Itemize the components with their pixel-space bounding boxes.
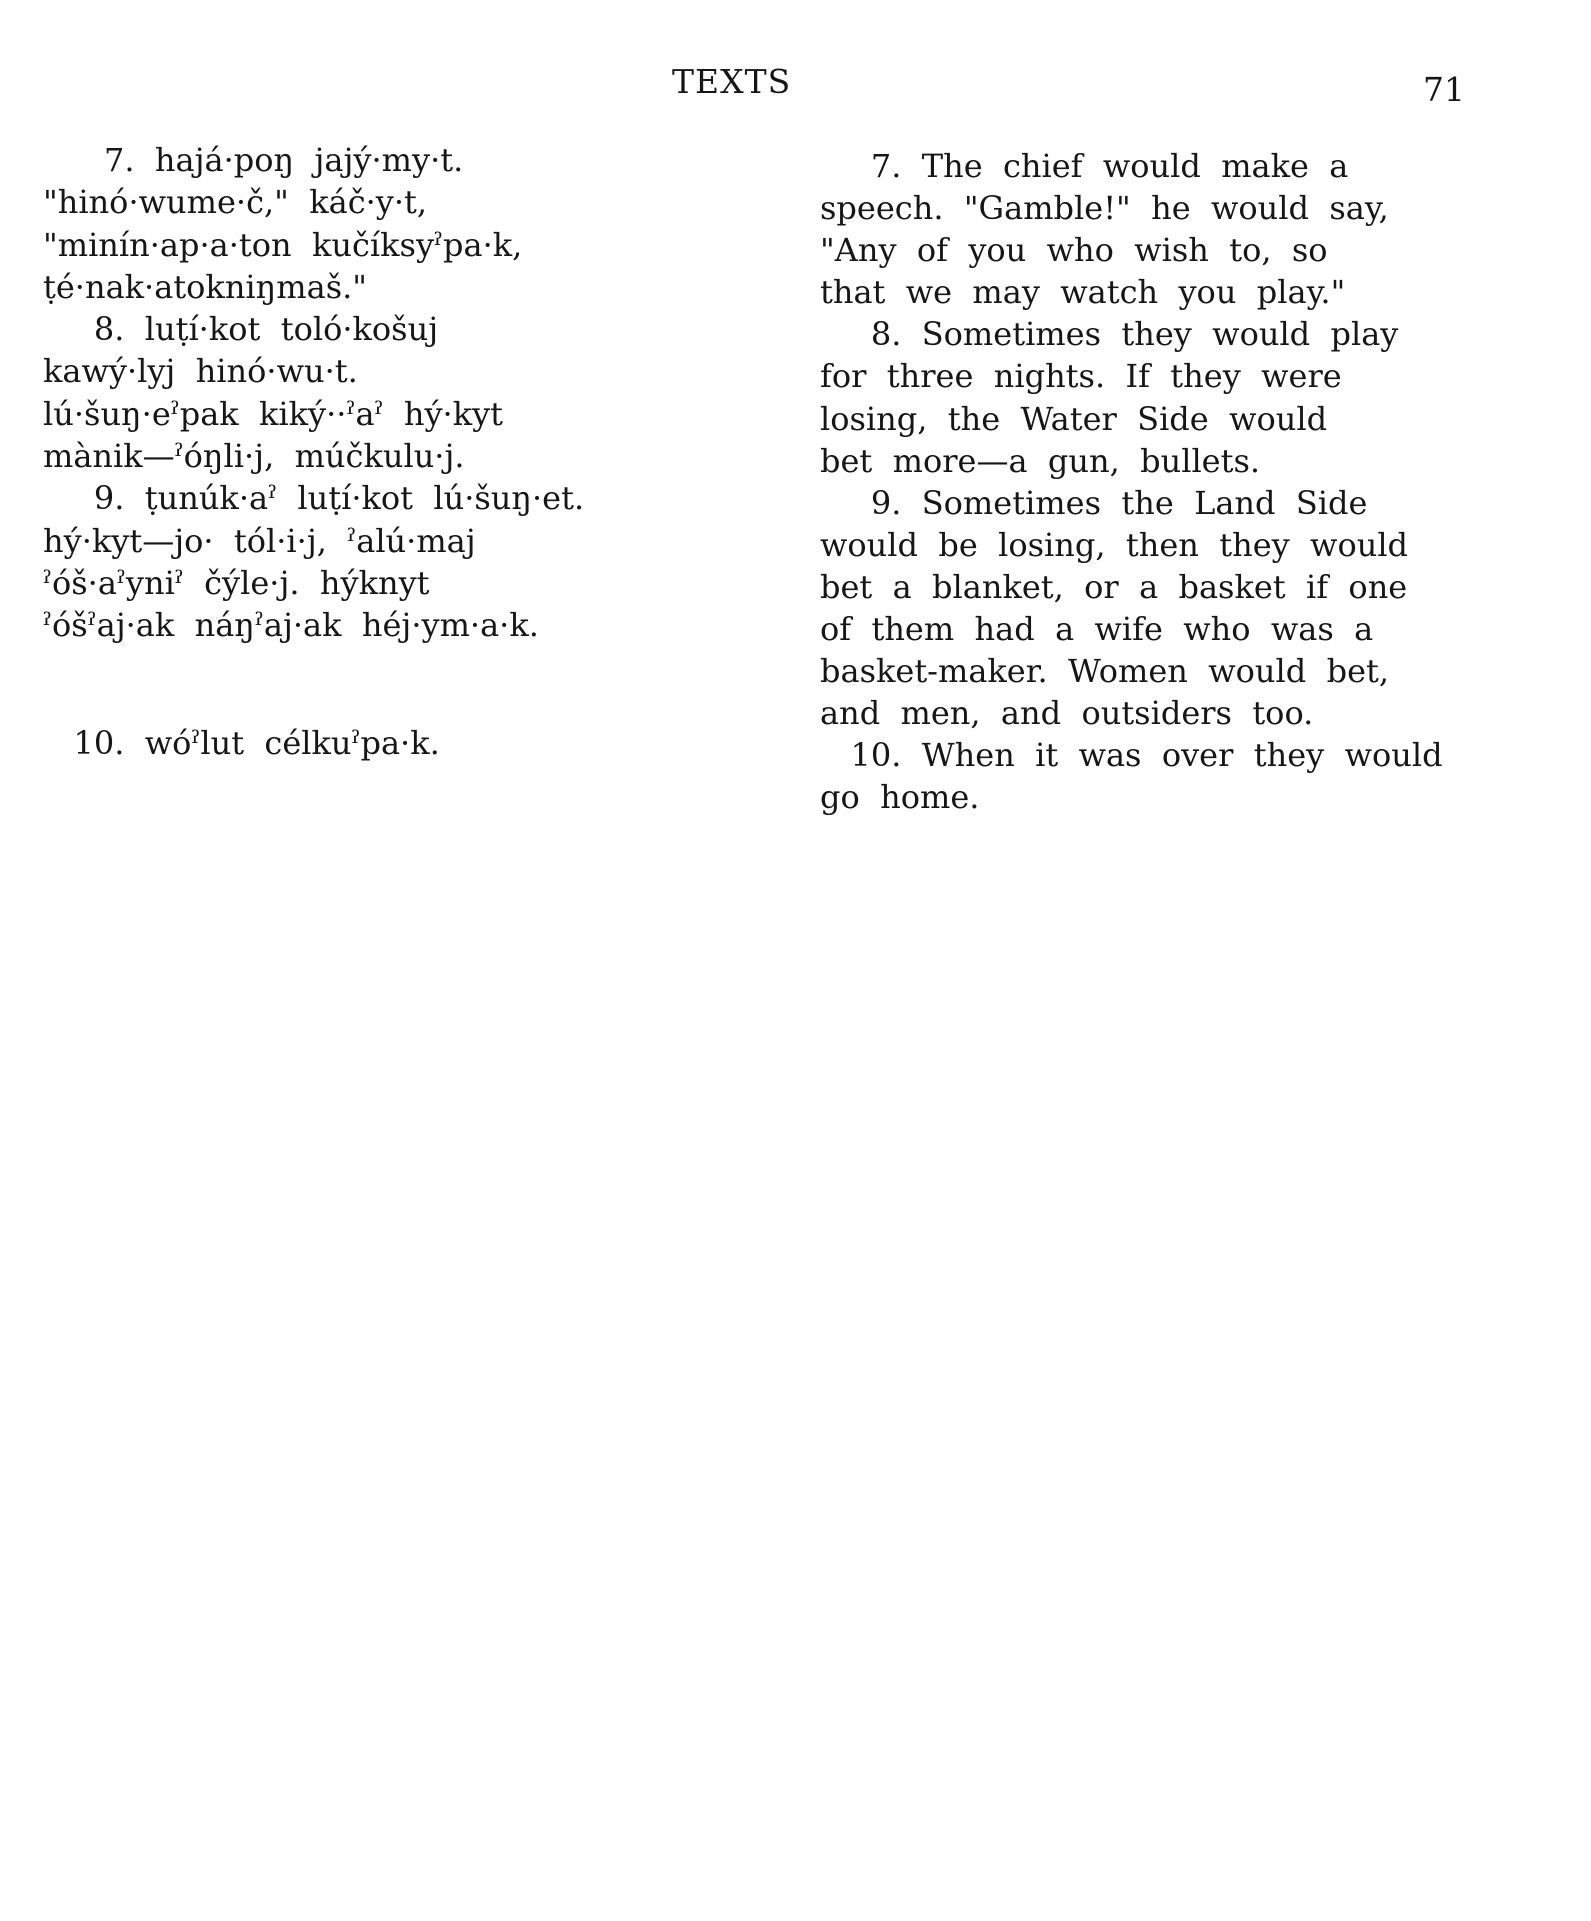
text-line: lú·šuŋ·eˀpak kiký··ˀaˀ hý·kyt (43, 394, 504, 433)
page-number: 71 (1423, 70, 1465, 109)
native-text-column (43, 139, 683, 764)
text-line: "Any of you who wish to, so (820, 231, 1328, 270)
text-line: 10. When it was over they would (820, 736, 1443, 775)
text-line: mànik—ˀóŋli·j, múčkulu·j. (43, 437, 465, 476)
text-line: "minín·ap·a·ton kučíksyˀpa·k, (43, 225, 523, 264)
text-line: basket-maker. Women would bet, (820, 652, 1390, 691)
text-line: ṭé·nak·atokniŋmaš." (43, 267, 367, 306)
text-line: go home. (820, 778, 980, 817)
text-line: ˀóšˀaj·ak náŋˀaj·ak héj·ym·a·k. (43, 606, 539, 645)
text-line: 7. The chief would make a (820, 147, 1349, 185)
text-line: would be losing, then they would (820, 525, 1409, 564)
text-line: ˀóš·aˀyniˀ čýle·j. hýknyt (43, 563, 430, 602)
text-line: speech. "Gamble!" he would say, (820, 189, 1389, 228)
text-line: of them had a wife who was a (820, 610, 1374, 649)
page-header-title: TEXTS (672, 62, 792, 101)
text-line: 9. Sometimes the Land Side (820, 483, 1368, 522)
text-line: 10. wóˀlut célkuˀpa·k. (43, 723, 440, 762)
text-line: kawý·lyj hinó·wu·t. (43, 352, 358, 391)
text-line: 8. Sometimes they would play (820, 315, 1399, 354)
text-line: for three nights. If they were (820, 357, 1342, 396)
text-line: and men, and outsiders too. (820, 694, 1314, 733)
text-line: bet more—a gun, bullets. (820, 441, 1261, 480)
paragraph-gap (43, 647, 683, 722)
text-line: "hinó·wume·č," káč·y·t, (43, 183, 428, 222)
text-line: losing, the Water Side would (820, 399, 1328, 438)
text-line: 8. luṭí·kot toló·košuj (43, 310, 439, 349)
translation-column (820, 145, 1480, 819)
text-line: 9. ṭunúk·aˀ luṭí·kot lú·šuŋ·et. (43, 479, 585, 518)
text-line: that we may watch you play." (820, 273, 1346, 312)
text-line: 7. hajá·poŋ jajý·my·t. (43, 141, 464, 179)
text-line: hý·kyt—jo· tól·i·j, ˀalú·maj (43, 521, 476, 560)
text-line: bet a blanket, or a basket if one (820, 567, 1408, 606)
